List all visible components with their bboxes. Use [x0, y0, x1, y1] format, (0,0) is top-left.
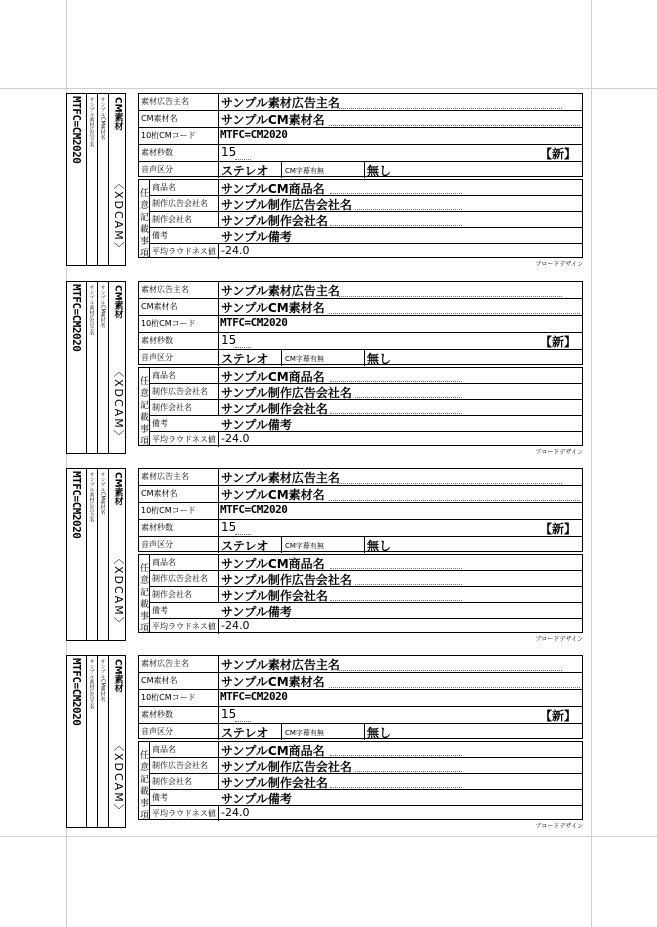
subtitle-value: 無し — [367, 164, 392, 178]
cm-code-label: 10桁CMコード — [141, 693, 196, 702]
producer-label: 制作会社名 — [152, 403, 192, 412]
loudness-value: -24.0 — [221, 432, 250, 445]
note-value: サンプル備考 — [221, 418, 292, 432]
audio-label: 音声区分 — [141, 540, 173, 549]
audio-label: 音声区分 — [141, 353, 173, 362]
seconds-row — [139, 520, 582, 537]
note-value: サンプル備考 — [221, 230, 292, 244]
subtitle-value: 無し — [367, 539, 392, 553]
new-mark: 【新】 — [539, 709, 576, 723]
producer-label: 制作会社名 — [152, 215, 192, 224]
cm-name-value: サンプルCM素材名 — [221, 301, 325, 315]
product-label: 商品名 — [152, 745, 176, 754]
product-label: 商品名 — [152, 183, 176, 192]
advertiser-value: サンプル素材広告主名 — [221, 96, 340, 110]
cm-label — [66, 275, 584, 454]
producer-row — [150, 212, 582, 228]
agency-value: サンプル制作広告会社名 — [221, 198, 352, 212]
agency-row — [150, 571, 582, 587]
required-info-table — [138, 93, 583, 177]
spine-kind: CM素材 — [112, 285, 123, 319]
cm-name-value: サンプルCM素材名 — [221, 675, 325, 689]
required-info-table — [138, 655, 583, 739]
seconds-value: 15 — [221, 145, 237, 159]
cut-guide-vertical — [591, 0, 592, 927]
optional-info-table — [138, 179, 583, 258]
agency-label: 制作広告会社名 — [152, 761, 208, 770]
seconds-label: 素材秒数 — [141, 336, 173, 345]
product-label: 商品名 — [152, 371, 176, 380]
spine — [66, 93, 126, 266]
cm-name-row — [139, 111, 582, 128]
spine-material-name: サンプルCM素材名 — [99, 97, 106, 140]
required-info-table — [138, 468, 583, 552]
producer-label: 制作会社名 — [152, 777, 192, 786]
note-row — [150, 228, 582, 244]
advertiser-row — [139, 94, 582, 111]
seconds-label: 素材秒数 — [141, 148, 173, 157]
cut-guide-horizontal — [0, 836, 657, 837]
note-label: 備考 — [152, 419, 168, 428]
note-label: 備考 — [152, 606, 168, 615]
loudness-value: -24.0 — [221, 806, 250, 819]
optional-section-label: 任意記載事項 — [140, 751, 150, 821]
agency-label: 制作広告会社名 — [152, 574, 208, 583]
spine-kind: CM素材 — [112, 472, 123, 506]
cm-code-label: 10桁CMコード — [141, 131, 196, 140]
advertiser-value: サンプル素材広告主名 — [221, 471, 340, 485]
spine — [66, 468, 126, 641]
cm-name-label: CM素材名 — [141, 114, 178, 123]
cm-name-label: CM素材名 — [141, 302, 178, 311]
spine-material-name: サンプルCM素材名 — [99, 285, 106, 328]
spine-code: MTFC=CM2020 — [70, 471, 83, 539]
seconds-value: 15 — [221, 333, 237, 347]
cm-name-label: CM素材名 — [141, 489, 178, 498]
loudness-value: -24.0 — [221, 619, 250, 632]
brand-footer: ブロードデザイン — [535, 449, 583, 456]
spine-advertiser: サンプル素材広告主名 — [88, 659, 95, 709]
cm-code-label: 10桁CMコード — [141, 506, 196, 515]
agency-row — [150, 384, 582, 400]
cm-name-row — [139, 486, 582, 503]
advertiser-row — [139, 282, 582, 299]
advertiser-value: サンプル素材広告主名 — [221, 284, 340, 298]
subtitle-value: 無し — [367, 726, 392, 740]
audio-label: 音声区分 — [141, 727, 173, 736]
product-value: サンプルCM商品名 — [221, 744, 325, 758]
seconds-value: 15 — [221, 707, 237, 721]
agency-label: 制作広告会社名 — [152, 387, 208, 396]
cm-code-value: MTFC=CM2020 — [220, 690, 288, 703]
product-row — [150, 180, 582, 196]
spine-material-name: サンプルCM素材名 — [99, 659, 106, 702]
note-row — [150, 603, 582, 619]
agency-value: サンプル制作広告会社名 — [221, 386, 352, 400]
loudness-value: -24.0 — [221, 244, 250, 257]
optional-info-table — [138, 367, 583, 446]
loudness-row — [150, 432, 582, 447]
optional-section-label: 任意記載事項 — [140, 189, 150, 259]
audio-row — [139, 350, 582, 366]
cm-label — [66, 462, 584, 641]
subtitle-value: 無し — [367, 352, 392, 366]
loudness-label: 平均ラウドネス値 — [152, 435, 216, 444]
spine-advertiser: サンプル素材広告主名 — [88, 285, 95, 335]
seconds-row — [139, 707, 582, 724]
new-mark: 【新】 — [539, 335, 576, 349]
cm-code-row — [139, 503, 582, 520]
audio-value: ステレオ — [221, 164, 269, 178]
new-mark: 【新】 — [539, 147, 576, 161]
agency-value: サンプル制作広告会社名 — [221, 760, 352, 774]
loudness-label: 平均ラウドネス値 — [152, 247, 216, 256]
cm-code-row — [139, 316, 582, 333]
product-value: サンプルCM商品名 — [221, 557, 325, 571]
cm-name-label: CM素材名 — [141, 676, 178, 685]
loudness-row — [150, 619, 582, 634]
subtitle-label: CM字幕有無 — [285, 542, 324, 550]
seconds-row — [139, 145, 582, 162]
audio-row — [139, 162, 582, 178]
seconds-label: 素材秒数 — [141, 523, 173, 532]
audio-value: ステレオ — [221, 539, 269, 553]
brand-footer: ブロードデザイン — [535, 636, 583, 643]
loudness-row — [150, 806, 582, 821]
agency-row — [150, 758, 582, 774]
spine-code: MTFC=CM2020 — [70, 284, 83, 352]
spine-kind: CM素材 — [112, 97, 123, 131]
spine — [66, 281, 126, 454]
cm-code-value: MTFC=CM2020 — [220, 128, 288, 141]
product-row — [150, 368, 582, 384]
producer-value: サンプル制作会社名 — [221, 776, 328, 790]
cm-code-value: MTFC=CM2020 — [220, 316, 288, 329]
advertiser-value: サンプル素材広告主名 — [221, 658, 340, 672]
producer-value: サンプル制作会社名 — [221, 589, 328, 603]
optional-section-label: 任意記載事項 — [140, 377, 150, 447]
note-row — [150, 790, 582, 806]
note-label: 備考 — [152, 231, 168, 240]
brand-footer: ブロードデザイン — [535, 261, 583, 268]
optional-info-table — [138, 741, 583, 820]
loudness-row — [150, 244, 582, 259]
subtitle-label: CM字幕有無 — [285, 167, 324, 175]
spine-format: 〈XDCAM〉 — [112, 553, 125, 630]
audio-row — [139, 724, 582, 740]
spine-advertiser: サンプル素材広告主名 — [88, 472, 95, 522]
seconds-value: 15 — [221, 520, 237, 534]
spine-kind: CM素材 — [112, 659, 123, 693]
spine-code: MTFC=CM2020 — [70, 658, 83, 726]
spine-code: MTFC=CM2020 — [70, 96, 83, 164]
cm-name-row — [139, 673, 582, 690]
note-row — [150, 416, 582, 432]
note-label: 備考 — [152, 793, 168, 802]
advertiser-label: 素材広告主名 — [141, 659, 189, 668]
audio-label: 音声区分 — [141, 165, 173, 174]
subtitle-label: CM字幕有無 — [285, 729, 324, 737]
audio-value: ステレオ — [221, 352, 269, 366]
spine-material-name: サンプルCM素材名 — [99, 472, 106, 515]
optional-info-table — [138, 554, 583, 633]
producer-label: 制作会社名 — [152, 590, 192, 599]
advertiser-label: 素材広告主名 — [141, 285, 189, 294]
cm-code-value: MTFC=CM2020 — [220, 503, 288, 516]
cm-name-row — [139, 299, 582, 316]
product-row — [150, 742, 582, 758]
producer-row — [150, 587, 582, 603]
cm-name-value: サンプルCM素材名 — [221, 488, 325, 502]
new-mark: 【新】 — [539, 522, 576, 536]
advertiser-row — [139, 469, 582, 486]
product-label: 商品名 — [152, 558, 176, 567]
product-value: サンプルCM商品名 — [221, 370, 325, 384]
producer-row — [150, 774, 582, 790]
brand-footer: ブロードデザイン — [535, 823, 583, 830]
spine-format: 〈XDCAM〉 — [112, 366, 125, 443]
cm-label — [66, 649, 584, 828]
product-value: サンプルCM商品名 — [221, 182, 325, 196]
loudness-label: 平均ラウドネス値 — [152, 622, 216, 631]
spine-format: 〈XDCAM〉 — [112, 740, 125, 817]
spine-advertiser: サンプル素材広告主名 — [88, 97, 95, 147]
producer-value: サンプル制作会社名 — [221, 402, 328, 416]
agency-row — [150, 196, 582, 212]
cm-code-label: 10桁CMコード — [141, 319, 196, 328]
note-value: サンプル備考 — [221, 792, 292, 806]
agency-value: サンプル制作広告会社名 — [221, 573, 352, 587]
subtitle-label: CM字幕有無 — [285, 355, 324, 363]
advertiser-row — [139, 656, 582, 673]
spine — [66, 655, 126, 828]
seconds-row — [139, 333, 582, 350]
cm-label — [66, 87, 584, 266]
product-row — [150, 555, 582, 571]
audio-value: ステレオ — [221, 726, 269, 740]
required-info-table — [138, 281, 583, 365]
advertiser-label: 素材広告主名 — [141, 97, 189, 106]
producer-row — [150, 400, 582, 416]
loudness-label: 平均ラウドネス値 — [152, 809, 216, 818]
note-value: サンプル備考 — [221, 605, 292, 619]
seconds-label: 素材秒数 — [141, 710, 173, 719]
advertiser-label: 素材広告主名 — [141, 472, 189, 481]
cm-code-row — [139, 690, 582, 707]
agency-label: 制作広告会社名 — [152, 199, 208, 208]
cm-code-row — [139, 128, 582, 145]
optional-section-label: 任意記載事項 — [140, 564, 150, 634]
spine-format: 〈XDCAM〉 — [112, 178, 125, 255]
cm-name-value: サンプルCM素材名 — [221, 113, 325, 127]
audio-row — [139, 537, 582, 553]
producer-value: サンプル制作会社名 — [221, 214, 328, 228]
